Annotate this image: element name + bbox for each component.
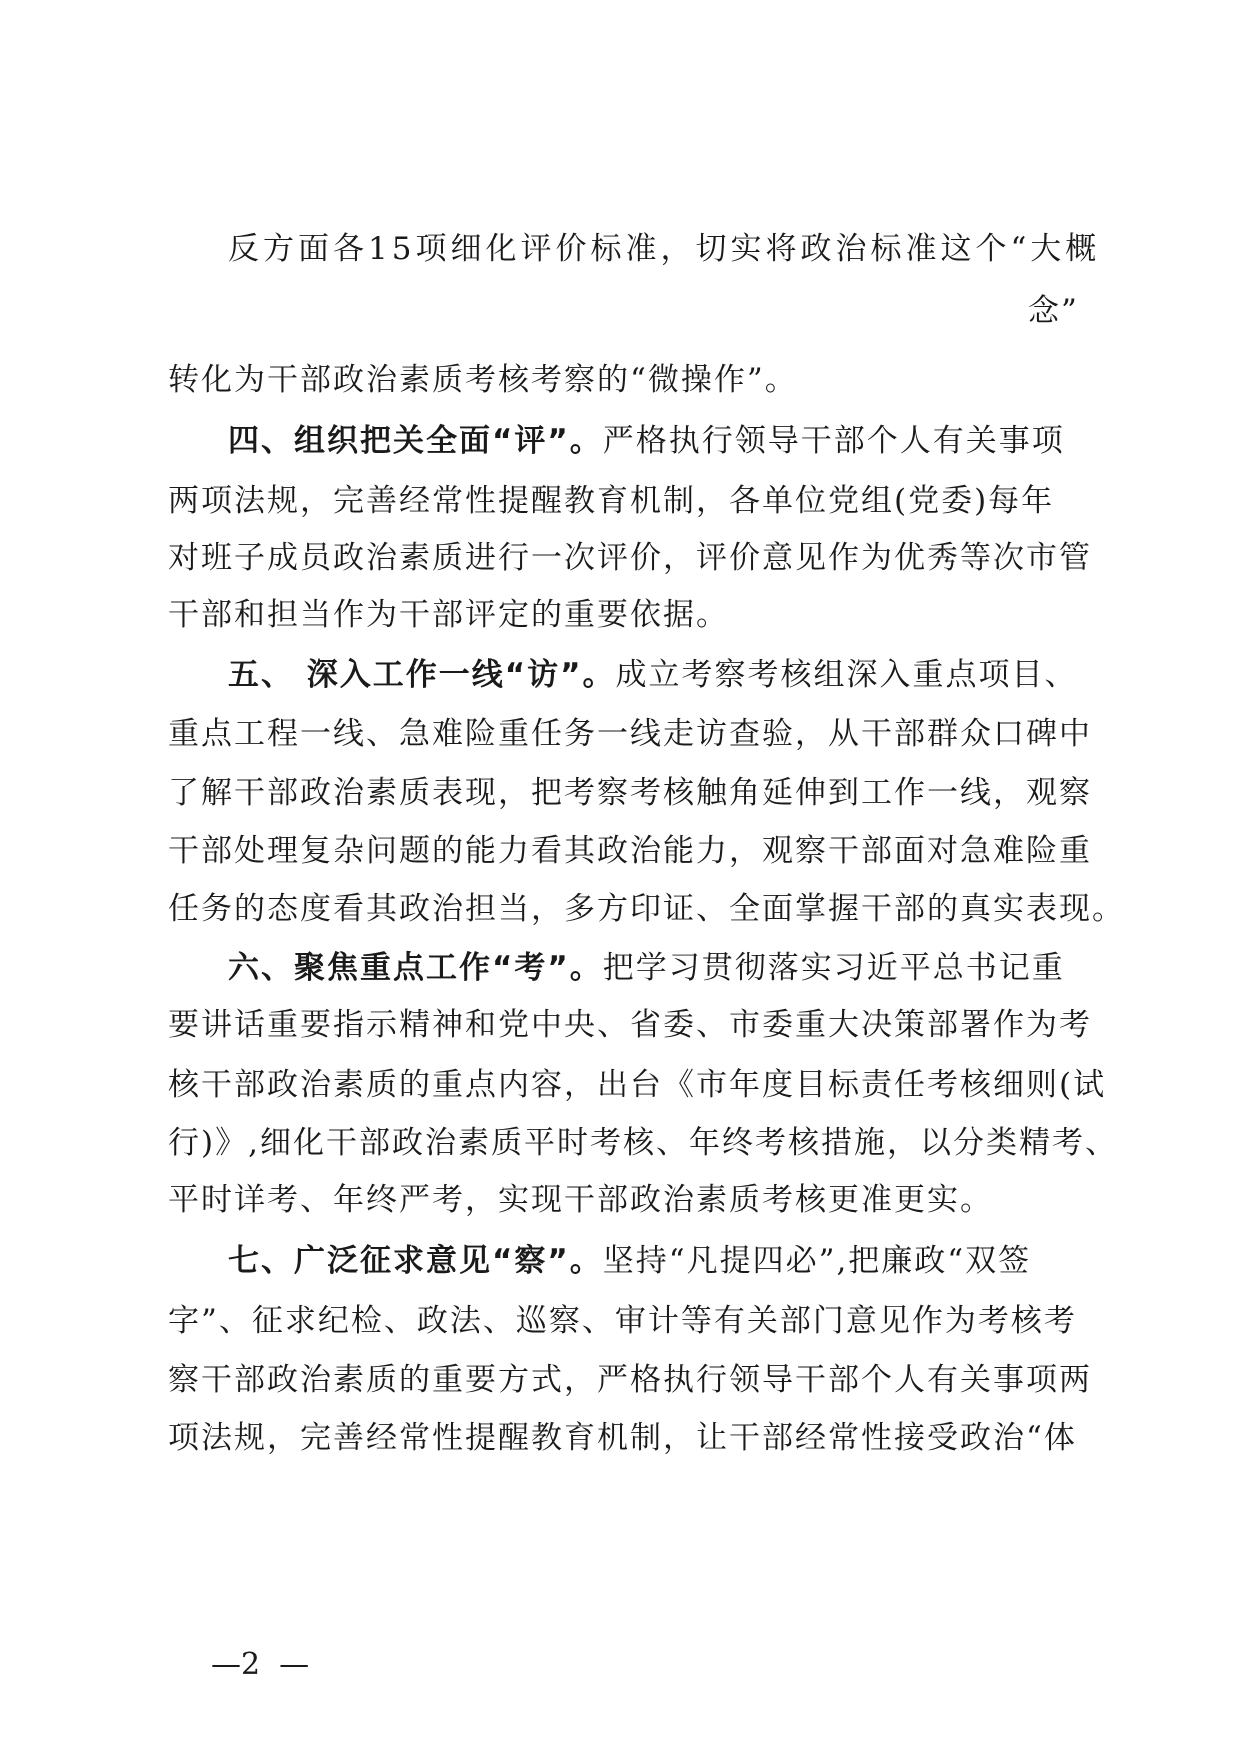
section-6-line-4: 行)》,细化干部政治素质平时考核、年终考核措施，以分类精考、 (168, 1125, 1118, 1161)
section-5-line-4: 干部处理复杂问题的能力看其政治能力，观察干部面对急难险重 (168, 833, 1092, 869)
section-7-text-1: 坚持“凡提四必”,把廉政“双签 (602, 1243, 1032, 1279)
page-number: —2 — (211, 1647, 310, 1682)
section-7-line-1 (228, 1243, 1032, 1279)
section-7-line-2: 字”、征求纪检、政法、巡察、审计等有关部门意见作为考核考 (168, 1303, 1077, 1339)
section-4-line-2: 两项法规，完善经常性提醒教育机制，各单位党组(党委)每年 (168, 483, 1055, 519)
section-7-line-4: 项法规，完善经常性提醒教育机制，让干部经常性接受政治“体 (168, 1420, 1077, 1456)
section-4-line-3: 对班子成员政治素质进行一次评价，评价意见作为优秀等次市管 (168, 540, 1092, 576)
section-5-heading: 五、 深入工作一线“访”。 (228, 657, 616, 693)
intro-line-1: 反方面各15项细化评价标准，切实将政治标准这个“大概 (228, 231, 1101, 267)
section-4-line-4: 干部和担当作为干部评定的重要依据。 (168, 597, 729, 633)
section-5-line-2: 重点工程一线、急难险重任务一线走访查验，从干部群众口碑中 (168, 716, 1092, 752)
section-5-line-3: 了解干部政治素质表现，把考察考核触角延伸到工作一线，观察 (168, 775, 1092, 811)
section-7-heading: 七、广泛征求意见“察”。 (228, 1243, 603, 1279)
section-6-line-2: 要讲话重要指示精神和党中央、省委、市委重大决策部署作为考 (168, 1007, 1092, 1043)
section-6-line-1 (228, 950, 1065, 986)
section-4-line-1 (228, 423, 1065, 459)
section-6-line-5: 平时详考、年终严考，实现干部政治素质考核更准更实。 (168, 1182, 993, 1218)
section-5-line-1 (228, 657, 1078, 693)
intro-line-2: 念” (1028, 293, 1079, 329)
section-5-text-1: 成立考察考核组深入重点项目、 (615, 657, 1078, 693)
section-7-line-3: 察干部政治素质的重要方式，严格执行领导干部个人有关事项两 (168, 1362, 1092, 1398)
section-5-line-5: 任务的态度看其政治担当，多方印证、全面掌握干部的真实表现。 (168, 891, 1125, 927)
section-4-heading: 四、组织把关全面“评”。 (228, 423, 603, 459)
section-6-heading: 六、聚焦重点工作“考”。 (228, 950, 603, 986)
section-6-line-3: 核干部政治素质的重点内容，出台《市年度目标责任考核细则(试 (168, 1067, 1107, 1103)
section-6-text-1: 把学习贯彻落实习近平总书记重 (602, 950, 1065, 986)
section-4-text-1: 严格执行领导干部个人有关事项 (602, 423, 1065, 459)
intro-line-3: 转化为干部政治素质考核考察的“微操作”。 (168, 362, 798, 398)
